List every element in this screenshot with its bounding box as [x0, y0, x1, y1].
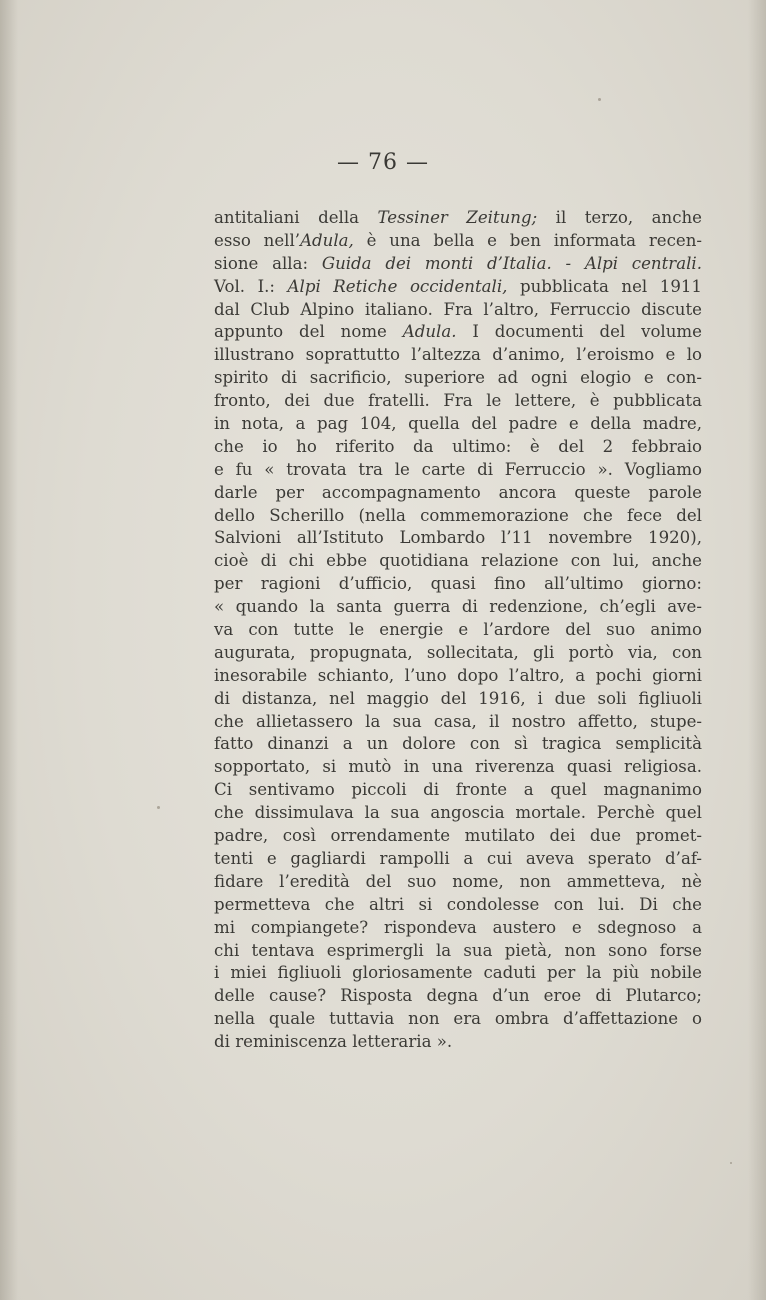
text-line: [214, 917, 702, 940]
text-line: [214, 367, 702, 390]
text-line: [214, 848, 702, 871]
text-line: [214, 596, 702, 619]
line-text: mi compiangete? rispondeva austero e sdegnoso a: [214, 917, 702, 937]
text-line: [214, 527, 702, 550]
line-text: chi tentava esprimergli la sua pietà, non sono forse: [214, 940, 702, 960]
line-text: augurata, propugnata, sollecitata, gli portò via, con: [214, 642, 702, 662]
italic-title-text: Adula.: [402, 322, 457, 342]
line-text: il terzo, anche: [537, 208, 702, 227]
italic-title-text: Alpi Retiche occidentali,: [287, 276, 508, 296]
line-text: i miei figliuoli gloriosamente caduti per la più nobile: [214, 963, 702, 983]
line-text: permetteva che altri si condolesse con lui. Di che: [214, 894, 702, 914]
paper-speck: [598, 98, 601, 101]
text-line: [214, 642, 702, 665]
page-left-edge-shadow: [0, 0, 18, 1300]
line-text: spirito di sacrificio, superiore ad ogni elogio e con-: [214, 368, 702, 388]
text-line: [214, 733, 702, 756]
text-line: [214, 207, 702, 230]
text-line: [214, 230, 702, 253]
line-text: fidare l’eredità del suo nome, non ammetteva, nè: [214, 871, 702, 891]
line-text: è una bella e ben informata recen-: [353, 230, 702, 250]
line-text: di reminiscenza letteraria ».: [214, 1032, 453, 1052]
text-line: [214, 505, 702, 528]
line-text: « quando la santa guerra di redenzione, ch’egli ave-: [214, 597, 702, 617]
text-line: [214, 550, 702, 573]
text-line: [214, 482, 702, 505]
text-line: [214, 688, 702, 711]
text-line: [214, 276, 702, 299]
text-line: [214, 1031, 702, 1054]
line-text: appunto del nome: [214, 322, 403, 342]
line-text: antitaliani della: [214, 208, 378, 227]
line-text: tenti e gagliardi rampolli a cui aveva sperato d’af-: [214, 848, 702, 868]
text-line: [214, 825, 702, 848]
line-text: che allietassero la sua casa, il nostro affetto, stupe-: [214, 711, 702, 731]
text-line: [214, 253, 702, 276]
line-text: I documenti del volume: [456, 322, 702, 342]
line-text: padre, così orrendamente mutilato dei due promet-: [214, 826, 702, 846]
body-text: [214, 207, 702, 1054]
line-text: sione alla:: [214, 253, 322, 273]
text-line: [214, 779, 702, 802]
line-text: nella quale tuttavia non era ombra d’affettazione o: [214, 1009, 702, 1029]
line-text: darle per accompagnamento ancora queste parole: [214, 482, 702, 502]
line-text: che io ho riferito da ultimo: è del 2 febbraio: [214, 436, 702, 456]
line-text: per ragioni d’ufficio, quasi fino all’ultimo giorno:: [214, 574, 702, 594]
line-text: dal Club Alpino italiano. Fra l’altro, Ferruccio discute: [214, 299, 702, 319]
page-number: — 76 —: [337, 150, 429, 175]
line-text: che dissimulava la sua angoscia mortale. Perchè quel: [214, 803, 702, 823]
line-text: delle cause? Risposta degna d’un eroe di Plutarco;: [214, 986, 702, 1006]
text-line: [214, 962, 702, 985]
line-text: fronto, dei due fratelli. Fra le lettere, è pubblicata: [214, 391, 702, 411]
paper-speck: [157, 806, 160, 809]
text-line: [214, 459, 702, 482]
text-line: [214, 871, 702, 894]
text-line: [214, 1008, 702, 1031]
line-text: va con tutte le energie e l’ardore del suo animo: [214, 620, 702, 640]
text-line: [214, 413, 702, 436]
line-text: Salvioni all’Istituto Lombardo l’11 novembre 1920),: [214, 528, 702, 548]
line-text: in nota, a pag 104, quella del padre e della madre,: [214, 414, 702, 434]
line-text: sopportato, si mutò in una riverenza quasi religiosa.: [214, 757, 702, 777]
line-text: fatto dinanzi a un dolore con sì tragica semplicità: [214, 734, 702, 754]
paper-speck: [730, 1162, 732, 1164]
line-text: esso nell’: [214, 230, 301, 250]
italic-title-text: Adula,: [300, 230, 354, 250]
text-line: [214, 894, 702, 917]
text-line: [214, 321, 702, 344]
text-line: [214, 665, 702, 688]
line-text: inesorabile schianto, l’uno dopo l’altro, a pochi giorni: [214, 665, 702, 685]
text-line: [214, 711, 702, 734]
line-text: Ci sentivamo piccoli di fronte a quel magnanimo: [214, 780, 702, 800]
text-line: [214, 390, 702, 413]
italic-title-text: Tessiner Zeitung;: [377, 208, 538, 227]
text-line: [214, 985, 702, 1008]
text-line: [214, 573, 702, 596]
line-text: illustrano soprattutto l’altezza d’animo, l’eroismo e lo: [214, 345, 702, 365]
text-line: [214, 344, 702, 367]
line-text: di distanza, nel maggio del 1916, i due soli figliuoli: [214, 688, 702, 708]
italic-title-text: Guida dei monti d’Italia. - Alpi centrali.: [321, 253, 702, 273]
text-line: [214, 940, 702, 963]
line-text: pubblicata nel 1911: [507, 276, 702, 296]
text-line: [214, 619, 702, 642]
text-line: [214, 436, 702, 459]
text-line: [214, 299, 702, 322]
line-text: dello Scherillo (nella commemorazione che fece del: [214, 505, 702, 525]
page-right-edge-shadow: [748, 0, 766, 1300]
text-line: [214, 802, 702, 825]
line-text: Vol. I.:: [214, 276, 288, 296]
line-text: e fu « trovata tra le carte di Ferruccio ». Vogliamo: [214, 459, 702, 479]
text-line: [214, 756, 702, 779]
line-text: cioè di chi ebbe quotidiana relazione con lui, anche: [214, 551, 702, 571]
